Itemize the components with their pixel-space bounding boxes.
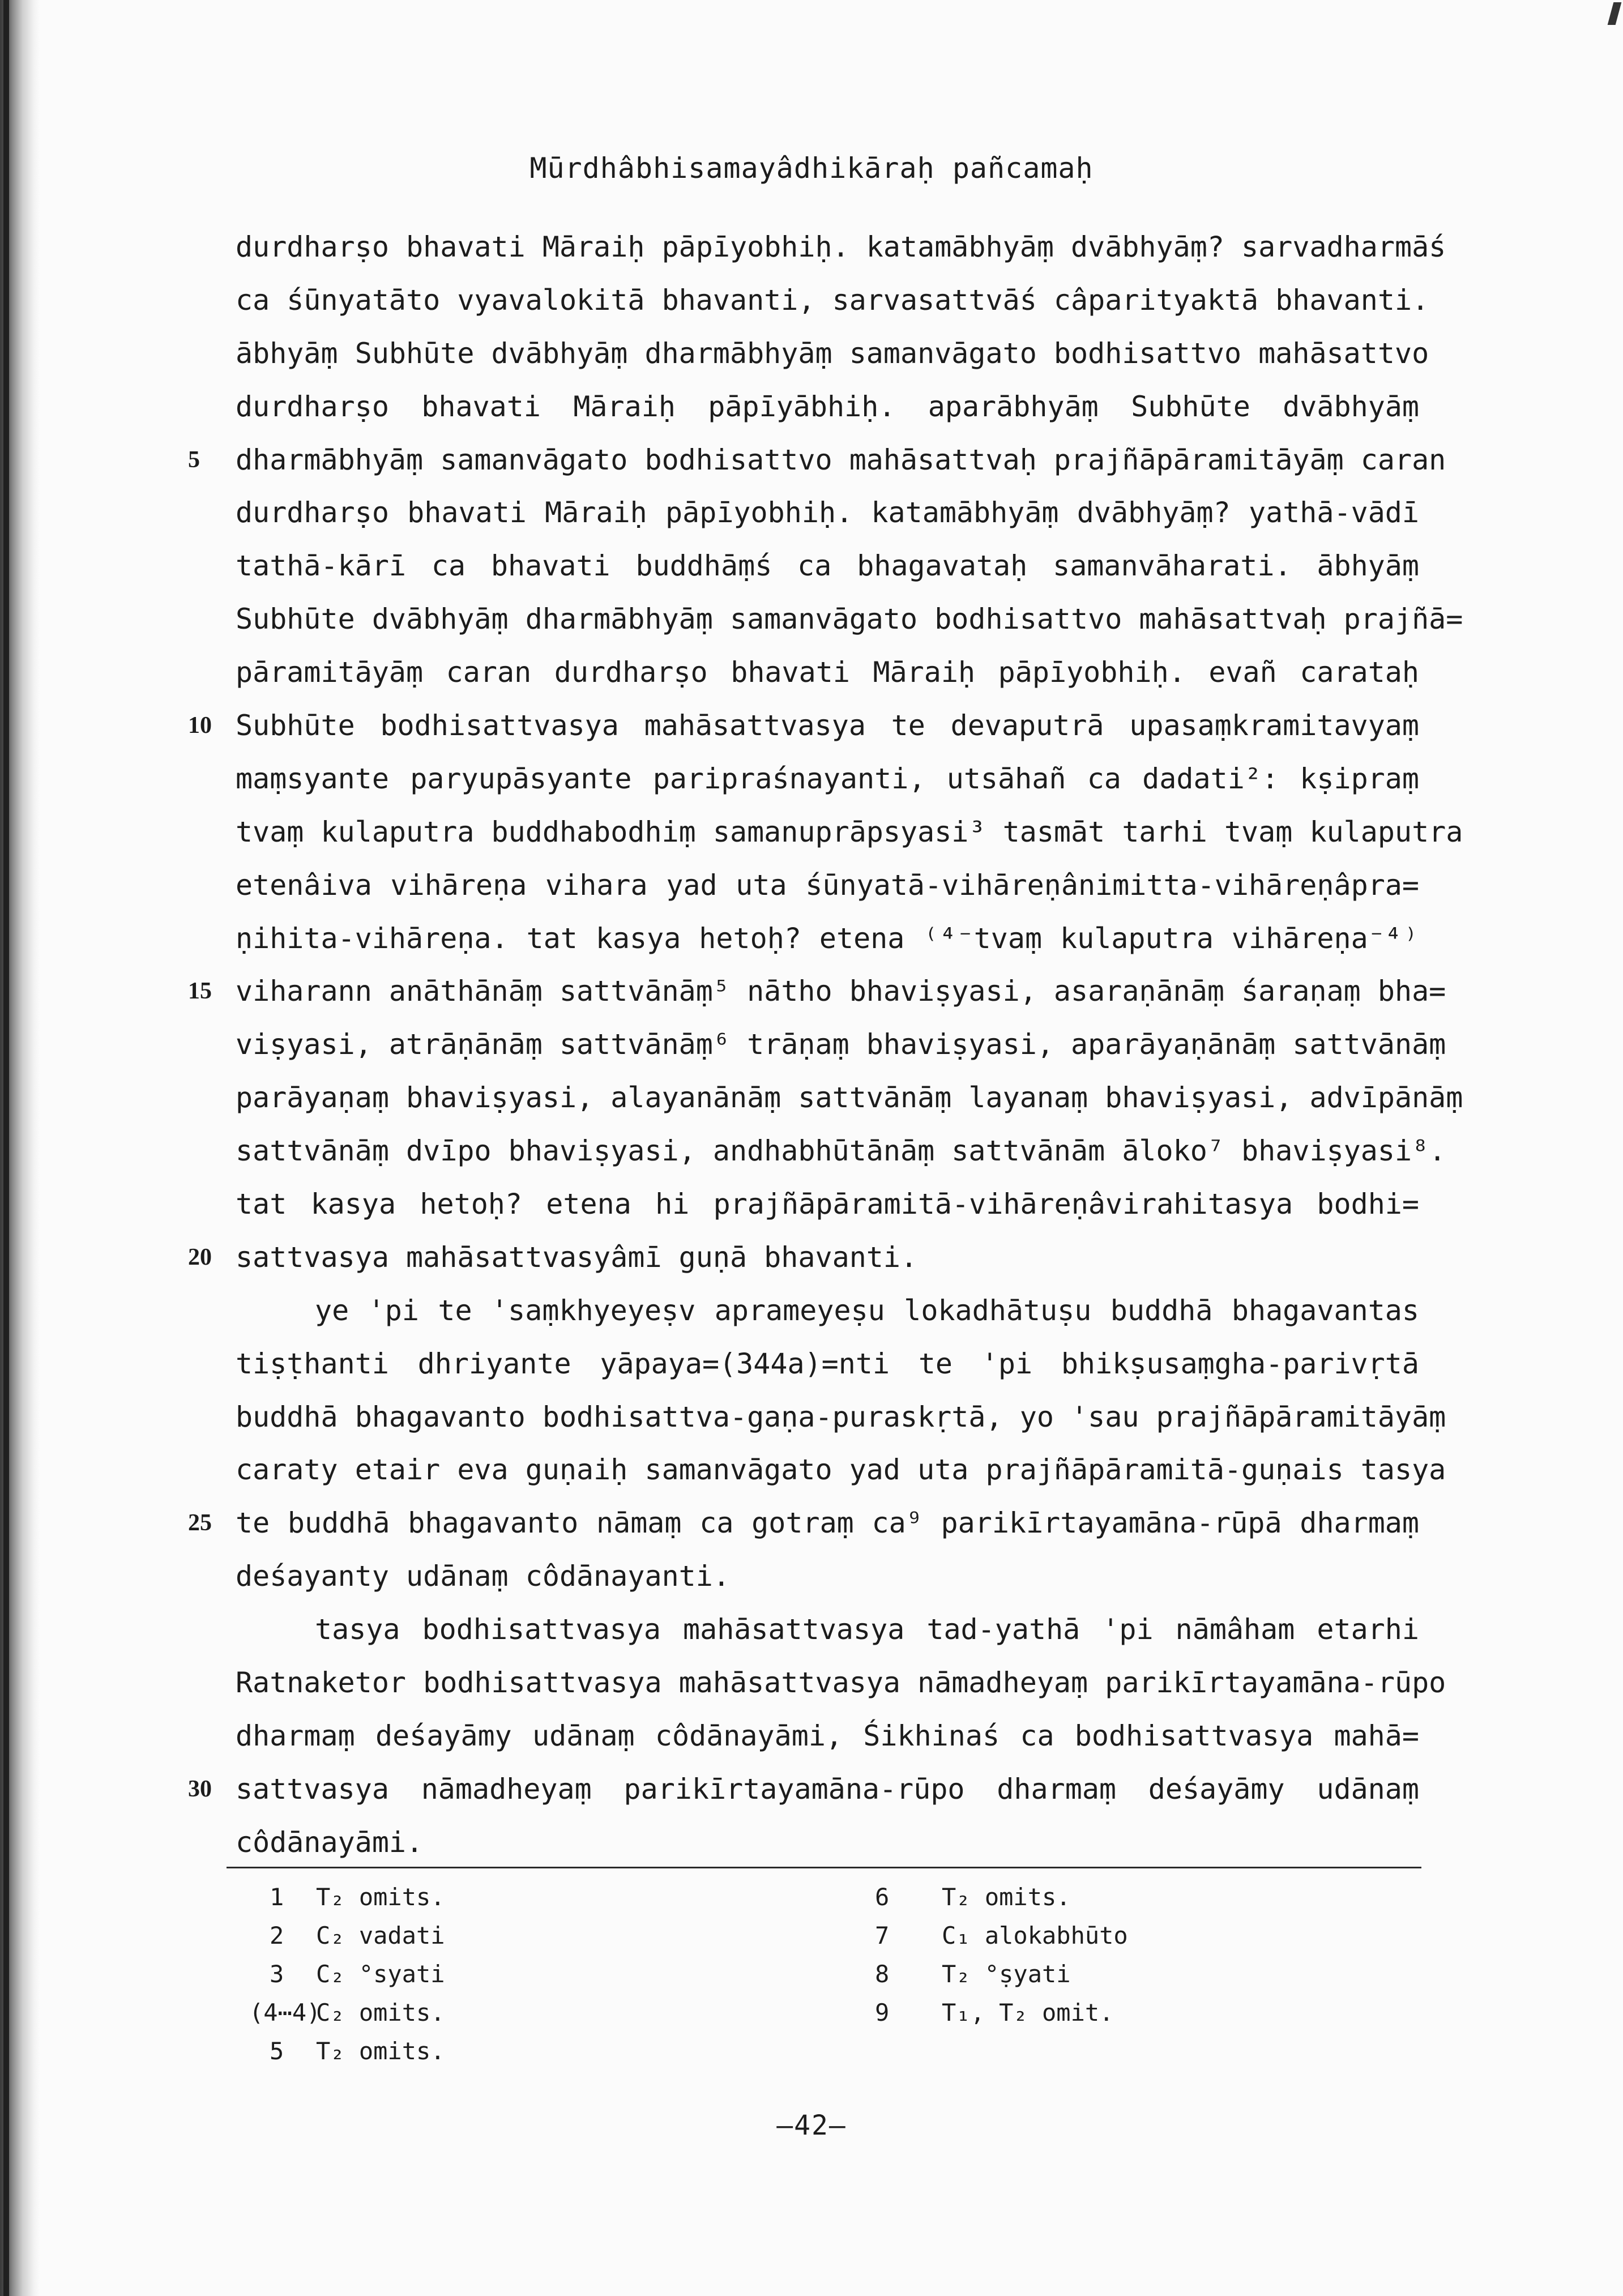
text-line <box>236 859 1419 912</box>
footnote-text: T₂ omits. <box>316 1883 445 1911</box>
line-text: Subhūte dvābhyāṃ dharmābhyāṃ samanvāgato bodhisattvo mahāsattvaḥ prajñā= <box>236 603 1463 636</box>
footnote <box>875 1917 1128 1955</box>
footnote-number: 8 <box>875 1960 890 1988</box>
footnote-number: 1 <box>270 1883 284 1911</box>
footnotes-right-column <box>875 1878 1128 2032</box>
line-text: dharmābhyāṃ samanvāgato bodhisattvo mahāsattvaḥ prajñāpāramitāyāṃ caran <box>236 443 1446 476</box>
binding-edge-line <box>3 0 9 2296</box>
line-number: 25 <box>188 1510 212 1537</box>
line-text: côdānayāmi. <box>236 1825 424 1859</box>
footnote-number: 7 <box>875 1922 890 1949</box>
text-line <box>236 1710 1419 1763</box>
footnote-text: C₂ vadati <box>316 1922 445 1949</box>
text-line <box>188 1497 1419 1550</box>
running-header: Mūrdhâbhisamayâdhikāraḥ pañcamaḥ <box>529 152 1094 185</box>
text-line <box>236 1603 1419 1657</box>
line-text: tvaṃ kulaputra buddhabodhiṃ samanuprāpsyasi³ tasmāt tarhi tvaṃ kulaputra <box>236 815 1463 848</box>
footnotes-left-column <box>249 1878 445 2071</box>
line-text: viṣyasi, atrāṇānāṃ sattvānāṃ⁶ trāṇaṃ bhaviṣyasi, aparāyaṇānāṃ sattvānāṃ <box>236 1028 1446 1061</box>
footnote <box>249 1917 445 1955</box>
text-line <box>236 486 1419 540</box>
footnote-separator-rule <box>227 1867 1421 1868</box>
text-line <box>188 965 1446 1018</box>
footnote <box>249 2032 445 2071</box>
main-text-block <box>188 221 1463 1870</box>
line-number: 20 <box>188 1244 212 1270</box>
text-line <box>236 1816 1419 1870</box>
footnote <box>875 1878 1128 1917</box>
text-line <box>236 1338 1419 1391</box>
line-text: durdharṣo bhavati Māraiḥ pāpīyābhiḥ. aparābhyāṃ Subhūte dvābhyāṃ <box>236 390 1419 423</box>
text-line <box>236 381 1419 434</box>
line-text: viharann anāthānāṃ sattvānāṃ⁵ nātho bhaviṣyasi, asaraṇānāṃ śaraṇaṃ bha= <box>236 975 1446 1008</box>
footnote-number: 9 <box>875 1999 890 2026</box>
line-text: sattvānāṃ dvīpo bhaviṣyasi, andhabhūtānāṃ sattvānām āloko⁷ bhaviṣyasi⁸. <box>236 1134 1446 1168</box>
text-line <box>236 1284 1419 1338</box>
line-text: tathā-kārī ca bhavati buddhāṃś ca bhagavataḥ samanvāharati. ābhyāṃ <box>236 549 1419 583</box>
text-line <box>188 1763 1419 1816</box>
text-line <box>236 274 1429 327</box>
line-text: tat kasya hetoḥ? etena hi prajñāpāramitā-vihāreṇâvirahitasya bodhi= <box>236 1188 1419 1221</box>
footnote <box>875 1994 1128 2032</box>
line-text: durdharṣo bhavati Māraiḥ pāpīyobhiḥ. katamābhyāṃ dvābhyāṃ? yathā-vādī <box>236 496 1419 530</box>
page-number: —42— <box>776 2110 847 2141</box>
text-line <box>236 1072 1463 1125</box>
footnote <box>875 1955 1128 1994</box>
text-line <box>188 699 1419 753</box>
line-text: sattvasya mahāsattvasyâmī guṇā bhavanti. <box>236 1240 918 1274</box>
line-text: pāramitāyāṃ caran durdharṣo bhavati Māraiḥ pāpīyobhiḥ. evañ carataḥ <box>236 656 1419 689</box>
footnote-number: 5 <box>270 2037 284 2065</box>
line-text: tasya bodhisattvasya mahāsattvasya tad-yathā 'pi nāmâham etarhi <box>315 1613 1419 1646</box>
line-text: deśayanty udānaṃ côdānayanti. <box>236 1560 730 1593</box>
text-line <box>236 912 1419 966</box>
footnote-text: T₁, T₂ omit. <box>942 1999 1114 2026</box>
text-line <box>236 540 1419 593</box>
text-line <box>236 1125 1446 1178</box>
text-line <box>188 1231 1419 1284</box>
line-number: 10 <box>188 712 212 739</box>
line-text: ca śūnyatāto vyavalokitā bhavanti, sarvasattvāś câparityaktā bhavanti. <box>236 283 1429 317</box>
corner-mark <box>1608 2 1622 25</box>
footnote-number: (4⋯4) <box>249 1999 321 2026</box>
footnote <box>249 1878 445 1917</box>
line-text: etenâiva vihāreṇa vihara yad uta śūnyatā-vihāreṇânimitta-vihāreṇâpra= <box>236 868 1419 902</box>
text-line <box>236 1550 1419 1603</box>
line-text: caraty etair eva guṇaiḥ samanvāgato yad uta prajñāpāramitā-guṇais tasya <box>236 1453 1446 1487</box>
line-text: tiṣṭhanti dhriyante yāpaya=(344a)=nti te 'pi bhikṣusaṃgha-parivṛtā <box>236 1347 1419 1380</box>
footnote <box>249 1994 445 2032</box>
line-text: sattvasya nāmadheyaṃ parikīrtayamāna-rūpo dharmaṃ deśayāmy udānaṃ <box>236 1772 1419 1806</box>
footnote-text: T₂ omits. <box>942 1883 1071 1911</box>
text-line <box>236 327 1429 381</box>
line-text: Ratnaketor bodhisattvasya mahāsattvasya nāmadheyaṃ parikīrtayamāna-rūpo <box>236 1666 1446 1700</box>
text-line <box>236 593 1463 646</box>
line-text: maṃsyante paryupāsyante paripraśnayanti, utsāhañ ca dadati²: kṣipraṃ <box>236 762 1419 795</box>
footnote-number: 3 <box>270 1960 284 1988</box>
line-text: durdharṣo bhavati Māraiḥ pāpīyobhiḥ. katamābhyāṃ dvābhyāṃ? sarvadharmāś <box>236 231 1446 263</box>
line-text: ābhyāṃ Subhūte dvābhyāṃ dharmābhyāṃ samanvāgato bodhisattvo mahāsattvo <box>236 336 1429 370</box>
text-line <box>236 806 1463 859</box>
line-text: Subhūte bodhisattvasya mahāsattvasya te devaputrā upasaṃkramitavyaṃ <box>236 709 1419 742</box>
line-text: dharmaṃ deśayāmy udānaṃ côdānayāmi, Śikhinaś ca bodhisattvasya mahā= <box>236 1719 1419 1752</box>
line-text: te buddhā bhagavanto nāmaṃ ca gotraṃ ca⁹ parikīrtayamāna-rūpā dharmaṃ <box>236 1507 1419 1540</box>
text-line <box>236 1178 1419 1231</box>
footnote-number: 6 <box>875 1883 890 1911</box>
text-line <box>236 1444 1446 1497</box>
footnote-text: T₂ omits. <box>316 2037 445 2065</box>
line-number: 5 <box>188 446 200 473</box>
footnote <box>249 1955 445 1994</box>
line-text: buddhā bhagavanto bodhisattva-gaṇa-puraskṛtā, yo 'sau prajñāpāramitāyāṃ <box>236 1400 1446 1433</box>
text-line <box>236 1391 1446 1444</box>
text-line <box>236 1657 1446 1710</box>
footnote-text: C₁ alokabhūto <box>942 1922 1128 1949</box>
text-line <box>236 1018 1446 1072</box>
footnote-text: T₂ °ṣyati <box>942 1960 1071 1988</box>
line-text: ye 'pi te 'saṃkhyeyeṣv aprameyeṣu lokadhātuṣu buddhā bhagavantas <box>315 1294 1419 1327</box>
line-number: 30 <box>188 1776 212 1802</box>
footnote-text: C₂ omits. <box>316 1999 445 2026</box>
text-line <box>188 434 1446 487</box>
footnote-number: 2 <box>270 1922 284 1949</box>
text-line <box>236 753 1419 806</box>
line-number: 15 <box>188 978 212 1005</box>
text-line <box>236 646 1419 699</box>
footnote-text: C₂ °syati <box>316 1960 445 1988</box>
line-text: ṇihita-vihāreṇa. tat kasya hetoḥ? etena ⁽⁴⁻tvaṃ kulaputra vihāreṇa⁻⁴⁾ <box>236 921 1419 955</box>
line-text: parāyaṇaṃ bhaviṣyasi, alayanānāṃ sattvānāṃ layanaṃ bhaviṣyasi, advīpānāṃ <box>236 1081 1463 1115</box>
text-line <box>236 221 1446 274</box>
